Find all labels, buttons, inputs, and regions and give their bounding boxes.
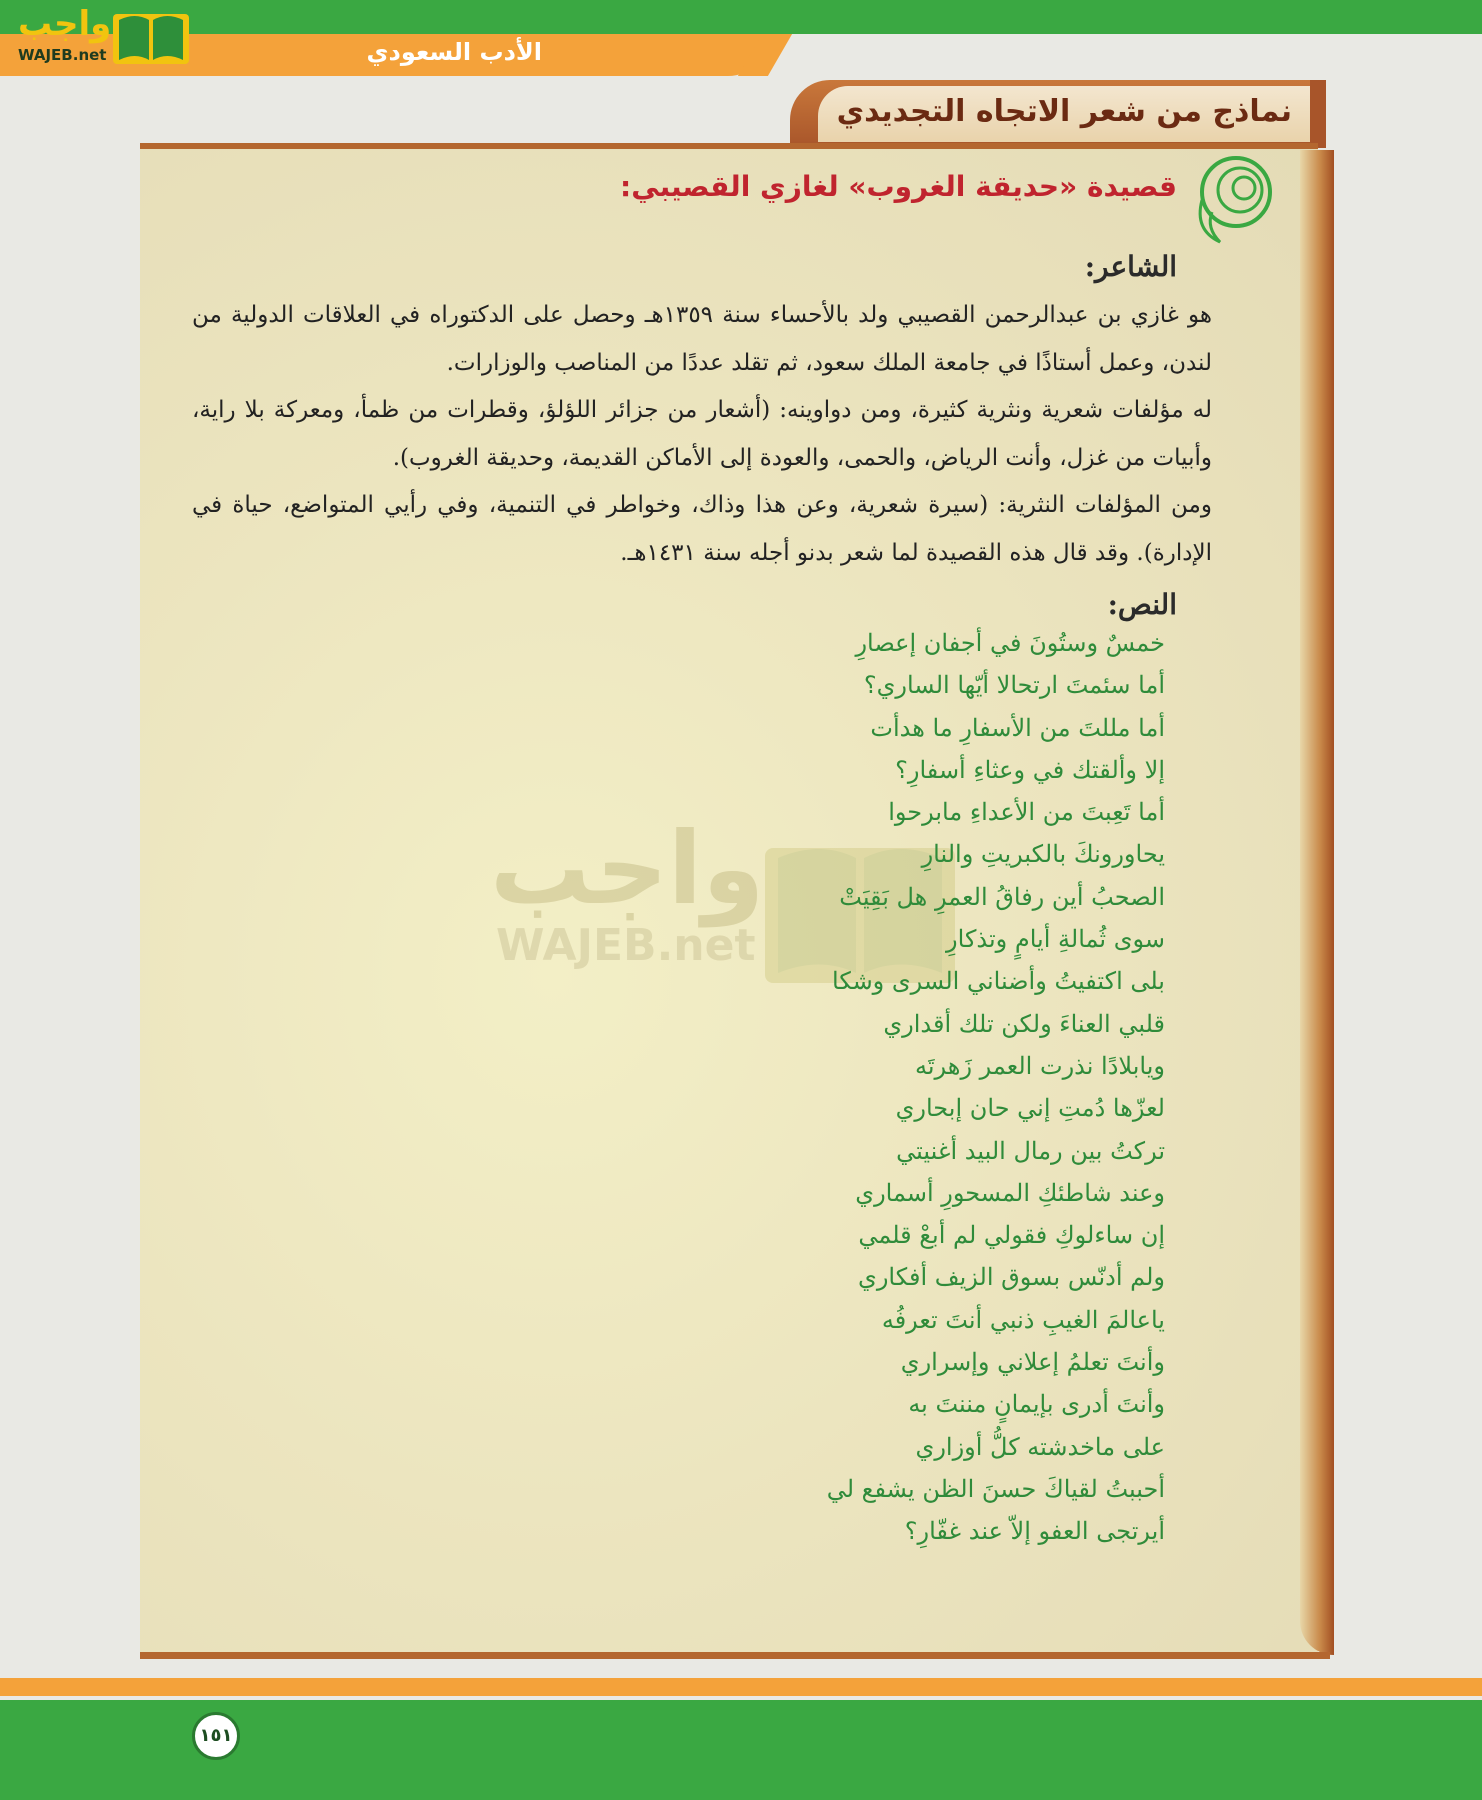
watermark-text-en: WAJEB.net <box>496 920 756 971</box>
poem-line: وعند شاطئكِ المسحورِ أسماري <box>855 1178 1165 1207</box>
watermark <box>490 810 800 980</box>
panel-bottom-border <box>140 1652 1330 1659</box>
section-title: نماذج من شعر الاتجاه التجديدي <box>836 94 1292 129</box>
poem-line: خمسٌ وستُونَ في أجفان إعصارِ <box>855 629 1165 657</box>
top-green-bar <box>0 0 1482 34</box>
watermark-text-ar: واجب <box>490 810 765 927</box>
poet-biography <box>192 292 1212 577</box>
poem-line: وأنتَ أدرى بإيمانٍ مننتَ به <box>908 1390 1165 1419</box>
poem-line: أيرتجى العفو إلاّ عند غفّارِ؟ <box>904 1517 1165 1546</box>
poem-line: بلى اكتفيتُ وأضناني السرى وشكا <box>832 967 1165 996</box>
poem-line: أما سئمتَ ارتحالا أيّها الساري؟ <box>863 671 1165 700</box>
poem-line: أما تَعِبتَ من الأعداءِ مابرحوا <box>888 798 1165 827</box>
poem-line: إلا وألقتك في وعثاءِ أسفارِ؟ <box>895 755 1165 784</box>
poet-heading: الشاعر: <box>1084 250 1177 283</box>
text-heading: النص: <box>1107 588 1177 621</box>
page-number: ١٥١ <box>192 1712 240 1760</box>
poem-line: ولم أدنّس بسوق الزيف أفكاري <box>858 1263 1165 1292</box>
poem-line: ياعالمَ الغيبِ ذنبي أنتَ تعرفُه <box>881 1305 1165 1334</box>
footer-orange-bar <box>0 1678 1482 1696</box>
poem-line: سوى ثُمالةِ أيامٍ وتذكارِ <box>946 925 1165 954</box>
logo-text-en: WAJEB.net <box>18 46 107 64</box>
poem-lines <box>780 622 1165 1553</box>
swirl-ornament-icon <box>1190 150 1280 245</box>
bio-paragraph: هو غازي بن عبدالرحمن القصيبي ولد بالأحساء سنة ١٣٥٩هـ وحصل على الدكتوراه في العلاقات الدولية من لندن، وعمل أستاذًا في جامعة الملك سعود، ثم تقلد عددًا من المناصب والوزارات. <box>192 302 1212 376</box>
poem-line: تركتُ بين رمال البيد أغنيتي <box>896 1136 1165 1165</box>
poem-line: ويابلادًا نذرت العمر زَهرتَه <box>915 1051 1165 1080</box>
poem-line: قلبي العناءَ ولكن تلك أقداري <box>883 1009 1165 1038</box>
book-title: الأدب السعودي <box>366 38 542 66</box>
poem-line: لعزّها دُمتِ إني حان إبحاري <box>895 1094 1165 1123</box>
poem-line: أحببتُ لقياكَ حسنَ الظن يشفع لي <box>826 1474 1165 1503</box>
poem-line: الصحبُ أين رفاقُ العمرِ هل بَقِيَتْ <box>839 882 1165 911</box>
poem-line: أما مللتَ من الأسفارِ ما هدأت <box>870 713 1165 742</box>
poem-line: إن ساءلوكِ فقولي لم أبعْ قلمي <box>858 1221 1165 1250</box>
book-icon <box>111 8 191 66</box>
poem-line: على ماخدشته كلُّ أوزاري <box>915 1432 1165 1461</box>
panel-curl <box>1300 150 1334 1655</box>
section-tab-edge <box>1310 80 1326 148</box>
bio-paragraph: له مؤلفات شعرية ونثرية كثيرة، ومن دواوينه: (أشعار من جزائر اللؤلؤ، وقطرات من ظمأ، ومعركة بلا راية، وأبيات من غزل، وأنت الرياض، والحمى، والعودة إلى الأماكن القديمة، وحديقة الغروب). <box>192 397 1212 471</box>
poem-line: وأنتَ تعلمُ إعلاني وإسراري <box>900 1348 1165 1377</box>
panel-top-border <box>140 143 1318 149</box>
wajeb-logo[interactable] <box>6 4 191 68</box>
poem-title: قصيدة «حديقة الغروب» لغازي القصيبي: <box>620 170 1177 203</box>
logo-text-ar: واجب <box>18 4 112 44</box>
bio-paragraph: ومن المؤلفات النثرية: (سيرة شعرية، وعن هذا وذاك، وخواطر في التنمية، وفي رأيي المتواضع، حياة في الإدارة). وقد قال هذه القصيدة لما شعر بدنو أجله سنة ١٤٣١هـ. <box>192 492 1212 566</box>
poem-line: يحاورونكَ بالكبريتِ والنارِ <box>921 840 1165 869</box>
